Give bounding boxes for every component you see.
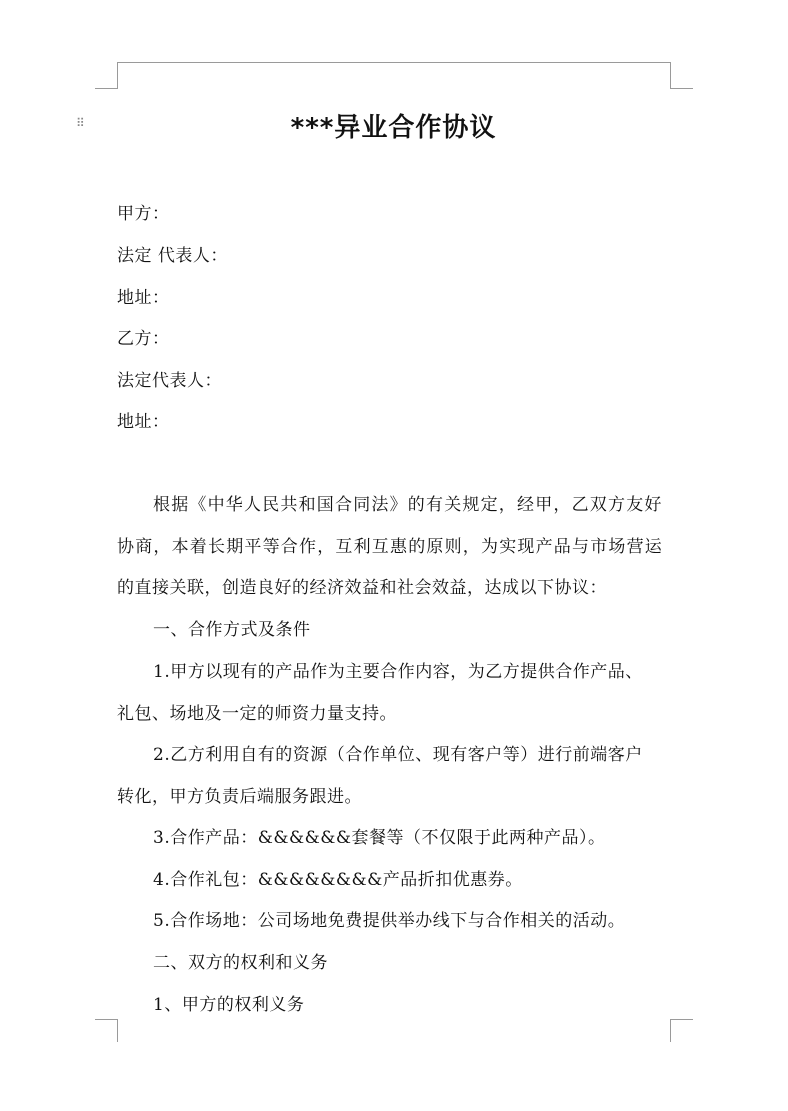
preamble-line[interactable]: 协商，本着长期平等合作，互利互惠的原则，为实现产品与市场营运: [117, 537, 663, 557]
margin-marker-bottom-left: [95, 1019, 118, 1042]
preamble-line[interactable]: 根据《中华人民共和国合同法》的有关规定，经甲，乙双方友好: [153, 495, 663, 515]
party-a-label[interactable]: 甲方：: [117, 204, 170, 224]
section2-heading[interactable]: 二、双方的权利和义务: [153, 953, 328, 973]
preamble-line[interactable]: 的直接关联，创造良好的经济效益和社会效益，达成以下协议：: [117, 578, 607, 598]
party-b-label[interactable]: 乙方：: [117, 329, 170, 349]
drag-handle-icon[interactable]: ⠿: [76, 116, 86, 130]
page-top-border: [117, 62, 670, 63]
document-title[interactable]: ***异业合作协议: [290, 113, 497, 143]
section1-item4[interactable]: 4.合作礼包：&&&&&&&&产品折扣优惠券。: [153, 870, 523, 890]
party-b-address-label[interactable]: 地址：: [117, 412, 170, 432]
section2-subheading[interactable]: 1、甲方的权利义务: [153, 995, 305, 1015]
margin-marker-bottom-right: [670, 1019, 693, 1042]
section1-item1[interactable]: 1.甲方以现有的产品作为主要合作内容，为乙方提供合作产品、: [153, 662, 643, 682]
section1-item2-continued[interactable]: 转化，甲方负责后端服务跟进。: [117, 787, 362, 807]
section1-heading[interactable]: 一、合作方式及条件: [153, 620, 311, 640]
margin-marker-top-left: [95, 62, 118, 89]
party-a-representative-label[interactable]: 法定 代表人：: [117, 246, 228, 266]
party-a-address-label[interactable]: 地址：: [117, 288, 170, 308]
section1-item2[interactable]: 2.乙方利用自有的资源（合作单位、现有客户等）进行前端客户: [153, 745, 643, 765]
section1-item1-continued[interactable]: 礼包、场地及一定的师资力量支持。: [117, 704, 397, 724]
section1-item3[interactable]: 3.合作产品：&&&&&&套餐等（不仅限于此两种产品）。: [153, 828, 606, 848]
margin-marker-top-right: [670, 62, 693, 89]
party-b-representative-label[interactable]: 法定代表人：: [117, 371, 222, 391]
section1-item5[interactable]: 5.合作场地：公司场地免费提供举办线下与合作相关的活动。: [153, 911, 626, 931]
